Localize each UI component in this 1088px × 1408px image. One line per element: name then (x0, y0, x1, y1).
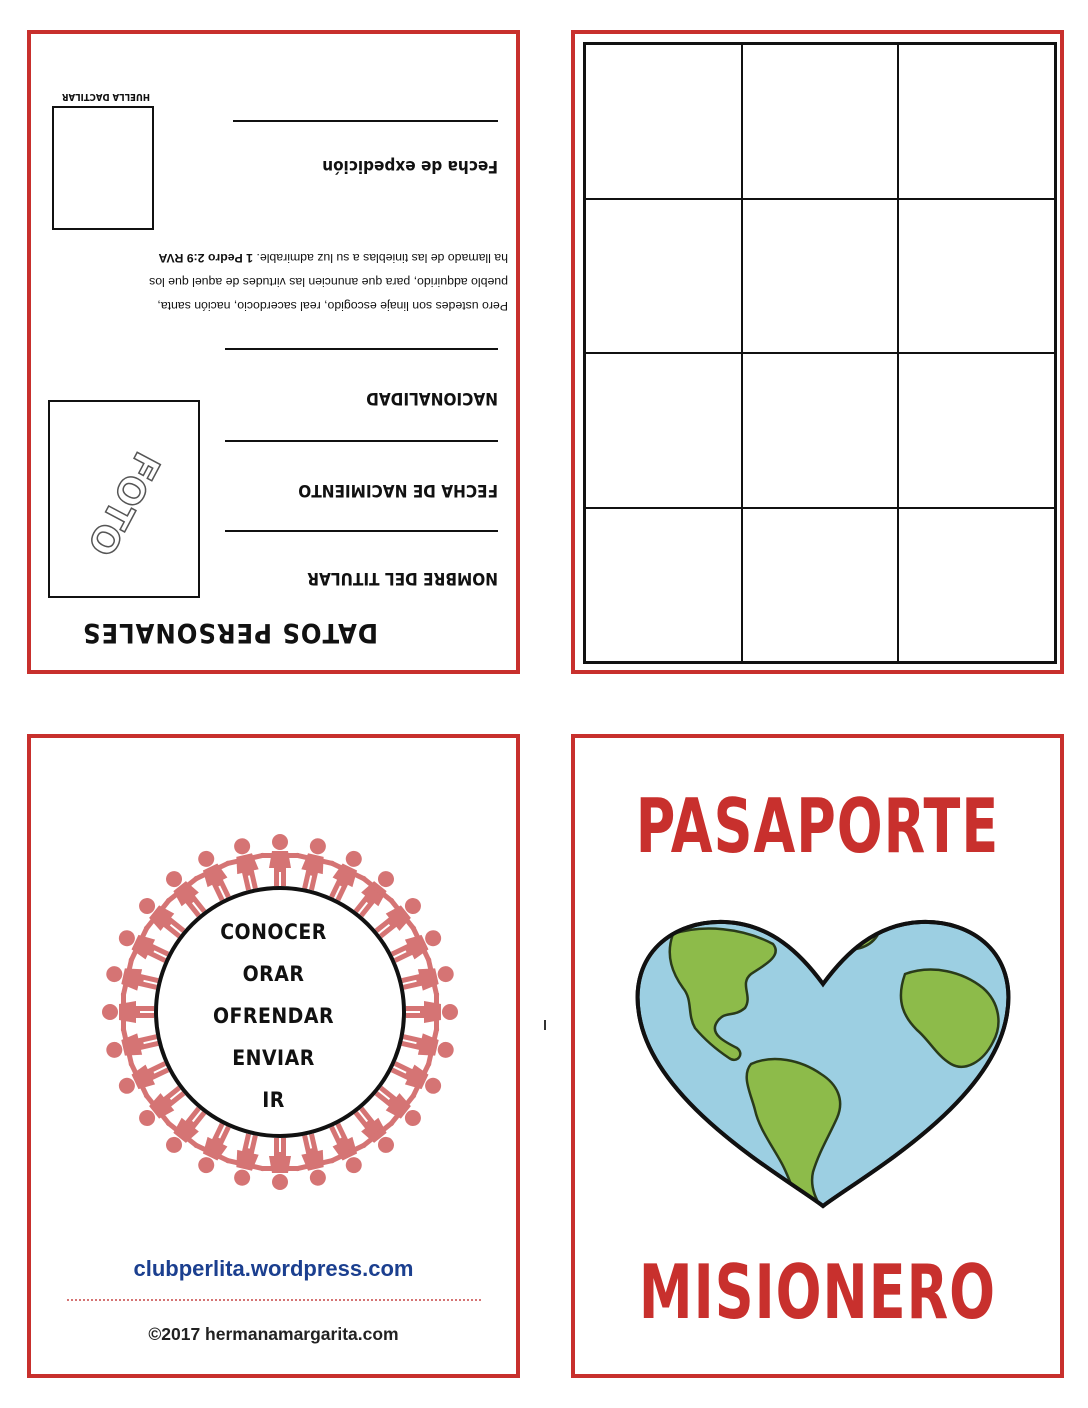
stamp-cell (742, 199, 899, 354)
verse-line-3-wrapper (149, 246, 508, 270)
nationality-label: NACIONALIDAD (366, 388, 498, 408)
issue-date-line (233, 120, 498, 122)
stamp-cell (898, 508, 1055, 663)
stamp-cell (742, 508, 899, 663)
bible-verse (149, 246, 508, 318)
verse-reference: 1 Pedro 2:9 RVA (158, 251, 254, 265)
personal-data-page (27, 30, 520, 674)
fingerprint-box (52, 106, 154, 230)
word-enviar: ENVIAR (232, 1046, 315, 1070)
person-figure (261, 834, 299, 886)
photo-label: FOTO (78, 445, 168, 562)
verse-line-3: ha llamado de las tinieblas a su luz admirable. (256, 251, 508, 265)
stamps-grid (583, 42, 1057, 664)
nationality-line (225, 348, 498, 350)
stamp-cell (585, 44, 742, 199)
mission-words (31, 911, 516, 1121)
mission-page (27, 734, 520, 1378)
copyright-text: ©2017 hermanamargarita.com (148, 1324, 399, 1344)
person-figure (261, 1138, 299, 1190)
person-figure (222, 834, 271, 893)
stamp-cell (742, 353, 899, 508)
fingerprint-label: HUELLA DACTILAR (61, 91, 150, 102)
website-link[interactable]: clubperlita.wordpress.com (133, 1256, 414, 1281)
cover-title-top: PASAPORTE (635, 783, 1000, 871)
personal-data-heading: DATOS PERSONALES (82, 617, 378, 648)
stamp-cell (898, 353, 1055, 508)
photo-box (48, 400, 200, 598)
earth-heart-icon (633, 914, 1013, 1214)
dotted-divider (67, 1299, 481, 1301)
stamp-cell (585, 353, 742, 508)
stamp-cell (585, 508, 742, 663)
holder-name-line (225, 530, 498, 532)
holder-name-label: NOMBRE DEL TITULAR (307, 568, 498, 588)
stamp-cell (585, 199, 742, 354)
fold-mark (544, 1020, 546, 1030)
word-orar: ORAR (242, 962, 305, 986)
cover-page (571, 734, 1064, 1378)
verse-line-1: Pero ustedes son linaje escogido, real sacerdocio, nación santa, (157, 299, 508, 313)
stamp-cell (742, 44, 899, 199)
stamp-cell (898, 44, 1055, 199)
birth-date-line (225, 440, 498, 442)
personal-data-rotated (31, 34, 516, 670)
verse-line-2: pueblo adquirido, para que anuncien las virtudes de aquel que los (149, 275, 508, 289)
issue-date-label: Fecha de expedición (322, 156, 498, 176)
word-ir: IR (262, 1088, 285, 1112)
stamps-grid-page (571, 30, 1064, 674)
cover-title-bottom: MISIONERO (638, 1249, 997, 1337)
word-ofrendar: OFRENDAR (212, 1004, 335, 1028)
stamp-cell (898, 199, 1055, 354)
word-conocer: CONOCER (220, 920, 327, 944)
birth-date-label: FECHA DE NACIMIENTO (298, 480, 498, 500)
person-figure (290, 1131, 339, 1190)
